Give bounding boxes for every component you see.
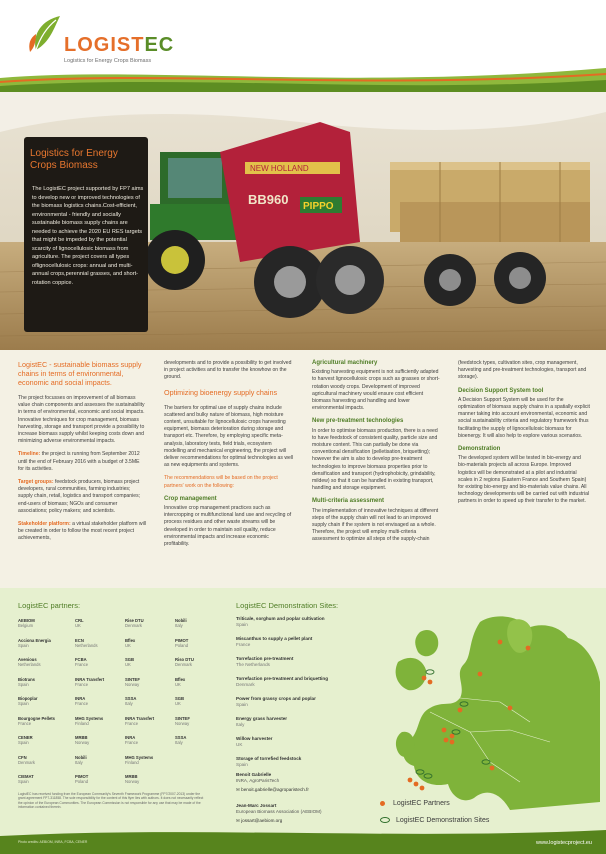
column-4-intro: (feedstock types, cultivation sites, crop management, harvesting and pre-treatment technologies, transport and storage). <box>458 360 587 381</box>
partner-country: UK <box>175 701 181 707</box>
column-3 <box>312 360 442 550</box>
column-2 <box>164 360 294 554</box>
dss-heading: Decision Support System tool <box>458 387 544 394</box>
partner-country: France <box>75 662 89 668</box>
partner-name: ECN <box>75 637 84 643</box>
demo-site-name: Miscanthus to supply a pellet plant <box>236 635 313 641</box>
baler-model: BB960 <box>248 192 289 207</box>
partner-item <box>75 657 125 668</box>
partner-name: MRBB <box>125 774 138 779</box>
contact-2-org: European Biomass Association (AEBIOM) <box>236 808 322 814</box>
partner-country: Netherlands <box>75 642 98 648</box>
partner-name: CENER <box>18 735 33 740</box>
demo-site-item <box>236 756 366 768</box>
legend-partners: LogistEC Partners <box>380 800 450 807</box>
partner-name: Bflex <box>125 637 136 643</box>
partner-item <box>125 638 175 649</box>
partner-item <box>75 677 125 688</box>
partners-title: LogistEC partners: <box>18 601 81 610</box>
partner-name: SGB <box>125 657 135 662</box>
partner-name: Biotrans <box>18 676 35 682</box>
target-groups-label: Target groups: <box>18 479 54 486</box>
agricultural-machinery-text: Existing harvesting equipment is not sufficiently adapted to harvest lignocellulosic crops such as grasses or short-rotation woody crops. Development of improved agricultural machinery would ensure cost efficient biomass harvesting and handling and lower environmental impacts. <box>312 369 440 412</box>
partner-country: Italy <box>175 740 183 746</box>
logo-wordmark: LOGISTEC <box>64 34 175 56</box>
partner-country: Norway <box>125 779 140 785</box>
demo-site-country: Spain <box>236 701 248 707</box>
partner-country: Denmark <box>175 662 192 668</box>
partner-country: France <box>18 720 32 726</box>
partner-country: Poland <box>175 642 189 648</box>
column-1 <box>18 360 146 549</box>
demo-site-item <box>236 736 366 748</box>
partner-name: MHG Systems <box>75 715 104 721</box>
partner-name: Rise DTU <box>125 618 144 623</box>
partner-item <box>125 618 175 629</box>
partner-name: INRA <box>125 735 136 740</box>
demo-site-country: Italy <box>236 721 245 727</box>
partner-name: PIMOT <box>175 637 189 643</box>
partner-dot-icon <box>380 801 385 806</box>
partner-country: France <box>125 720 139 726</box>
demo-site-country: The Netherlands <box>236 661 270 667</box>
contact-2 <box>236 803 322 823</box>
demo-site-country: Denmark <box>236 681 255 687</box>
partner-item <box>18 657 68 668</box>
partner-item <box>18 735 68 746</box>
partner-item <box>75 618 125 629</box>
partner-country: Netherlands <box>18 662 41 668</box>
partner-country: UK <box>75 623 81 629</box>
partner-country: Finland <box>125 759 139 765</box>
partner-country: Spain <box>18 779 29 785</box>
crop-management-text: Innovative crop management practices such as intercropping or multifunctional land use and recycling of process residues and other waste streams will be developed in order to maintain soil quality, reduce environmental impacts and increase economic profitability. <box>164 505 292 548</box>
contact-1-org: INRA, AgroParisTech <box>236 777 280 783</box>
partner-item <box>175 696 225 707</box>
multi-criteria-text: The implementation of innovative techniques at different steps of the supply chain will not lead to an improved supply chain if the system is not envisaged as a whole. Therefore, the project will employ multi-criteria assessment to optimize all steps of the supply-chain <box>312 507 439 543</box>
partner-country: France <box>75 701 89 707</box>
header-wave <box>0 60 606 94</box>
demo-site-item <box>236 716 366 728</box>
dss-text: A Decision Support System will be used for the optimization of biomass supply chains in a spatially explicit manner taking into account environmental, economic and social sustainability criteria and regulatory framework thus facilitating the supply of lignocellulosic biomass for bioenergy. It will also help to explore various scenarios. <box>458 396 590 439</box>
partner-name: PIMOT <box>75 774 89 779</box>
contact-1 <box>236 772 309 792</box>
partner-item <box>175 618 225 629</box>
partner-item <box>18 638 68 649</box>
timeline-text: the project is running from September 2012 until the end of February 2016 with a budget of 3.5ME for its activities. <box>18 451 140 472</box>
partner-country: France <box>75 681 89 687</box>
column-2-body: The barriers for optimal use of supply chains include scattered and bulky nature of biomass, high moisture content, unsuitable for lignocellulosic crops harvesting equipment, biomass deterioration during storage and transport etc. Therefore, by employing specific meta-analysis, laboratory tests, field trials, ecosystem modelling and mechanical engineering, the project will deliver recommendations for optimal technologies as well as new equipments and systems. <box>164 404 294 469</box>
partner-country: UK <box>125 662 131 668</box>
partner-name: SINTEF <box>175 715 190 721</box>
logo-tagline: Logistics for Energy Crops Biomass <box>64 58 152 64</box>
partner-country: Finland <box>75 720 89 726</box>
demo-site-item <box>236 636 366 648</box>
partner-name: SSSA <box>125 696 137 701</box>
platform-text: a virtual stakeholder platform will be created in order to follow the most recent project achievements, <box>18 521 146 542</box>
partner-country: Norway <box>175 720 190 726</box>
contact-2-name: Jean-Marc Jossart <box>236 803 277 808</box>
partner-name: Biopoplar <box>18 696 38 701</box>
europe-map <box>360 612 606 812</box>
site-eye-icon <box>380 817 390 823</box>
crop-management-heading: Crop management <box>164 495 217 502</box>
partner-item <box>75 774 125 785</box>
partner-country: Spain <box>18 681 29 687</box>
demo-site-name: Torrefaction pre-treatment <box>236 655 294 661</box>
partner-country: UK <box>175 681 181 687</box>
partner-item <box>175 638 225 649</box>
demo-site-item <box>236 656 366 668</box>
platform-label: Stakeholder platform: <box>18 521 71 528</box>
column-4 <box>458 360 590 512</box>
partner-country: Italy <box>175 623 183 629</box>
demo-site-country: Spain <box>236 761 248 767</box>
contact-1-name: Benoit Gabrielle <box>236 772 272 777</box>
partner-item <box>125 755 175 766</box>
partner-country: Belgium <box>18 623 34 629</box>
recommendations-note: The recommendations will be based on the project partners' work on the following: <box>164 475 278 489</box>
partner-name: MHG Systems <box>125 754 154 760</box>
baler-brand: NEW HOLLAND <box>250 164 309 173</box>
demo-site-name: Willow harvester <box>236 735 273 741</box>
partner-name: Nobili <box>175 618 187 623</box>
demonstration-text: The developed system will be tested in bio-energy and bio-materials projects all across Europe. Improved logistics will be demonstrated at a pilot and industrial scales in 2 regions (Eastern France and Southern Spain) for existing bio-energy and bio-materials value chains. All technology developments will be carried out with industrial partners in order to speed up their transfer to the market. <box>458 455 590 505</box>
demo-site-name: Power from grassy crops and poplar <box>236 695 316 701</box>
demo-site-name: Triticale, sorghum and poplar cultivation <box>236 616 325 621</box>
legend-sites: LogistEC Demonstration Sites <box>380 817 489 824</box>
partner-name: Riso DTU <box>175 657 194 662</box>
multi-criteria-heading: Multi-criteria assessment <box>312 498 385 505</box>
partner-item <box>18 755 68 766</box>
partner-item <box>18 618 68 629</box>
funding-disclaimer: LogistEC has received funding from the European Community's Seventh Framework Programme (FP7/2007-2013) under the grant agreement FP7-311858. The sole responsibility for the content of this flyer lies with authors. It does not necessarily reflect the opinion of the European Communities. The European Commission is not responsible for any use that may be made of the information contained therein. <box>18 792 204 809</box>
agricultural-machinery-heading: Agricultural machinery <box>312 360 378 366</box>
partner-name: SSSA <box>175 735 187 740</box>
partner-country: Spain <box>18 701 29 707</box>
platform-paragraph <box>18 521 146 543</box>
partner-name: SGB <box>175 696 185 701</box>
partner-name: Bourgogne Pellets <box>18 715 55 721</box>
partner-item <box>125 735 175 746</box>
demonstration-heading: Demonstration <box>458 446 501 453</box>
demo-site-item <box>236 616 366 628</box>
partner-country: Norway <box>75 740 90 746</box>
demo-sites-title: LogistEC Demonstration Sites: <box>236 601 339 610</box>
partner-name: CFN <box>18 754 27 760</box>
partner-country: Italy <box>75 759 83 765</box>
column-1-heading: LogistEC - sustainable biomass supply chains in terms of environmental, economic and social impacts. <box>18 360 142 387</box>
logo-leaf-icon <box>28 14 62 54</box>
demo-site-country: France <box>236 641 251 647</box>
demo-site-country: UK <box>236 741 243 747</box>
partner-item <box>75 696 125 707</box>
partner-item <box>75 716 125 727</box>
partner-name: INRA <box>75 696 86 701</box>
partner-item <box>75 638 125 649</box>
partner-name: MRBB <box>75 735 88 740</box>
partner-item <box>75 735 125 746</box>
partner-country: Spain <box>18 642 29 648</box>
partner-country: Italy <box>125 701 133 707</box>
target-groups-paragraph <box>18 479 146 515</box>
timeline-paragraph <box>18 451 146 473</box>
partner-item <box>125 696 175 707</box>
partner-item <box>18 774 68 785</box>
partner-country: Poland <box>75 779 89 785</box>
intro-title: Logistics for Energy Crops Biomass <box>30 148 118 171</box>
demo-site-country: Spain <box>236 621 248 627</box>
partner-country: Norway <box>125 681 140 687</box>
partner-item <box>125 716 175 727</box>
footer <box>0 836 606 854</box>
partner-name: SINTEF <box>125 676 140 682</box>
intro-text: The LogistEC project supported by FP7 aims to develop new or improved technologies of the biomass logistics chains.Cost-efficient, environmental - friendly and socially sustainable biomass supply chains are needed to achieve the 2020 EU RES targets that might be impeded by the potential scarcity of lignocellulosic biomass from agriculture. The project covers all types oflignocellulosic crops: annual and multi-annual crops,perennial grasses, and short-rotation coppice. <box>32 186 144 286</box>
demo-site-item <box>236 676 366 688</box>
column-2-intro: developments and to provide a possibility to get involved in project activities and to transfer the knowhow on the ground. <box>164 360 292 381</box>
pretreatment-heading: New pre-treatment technologies <box>312 418 404 425</box>
demo-site-item <box>236 696 366 708</box>
partner-name: CIEMAT <box>18 774 34 779</box>
partner-name: CRL <box>75 618 84 623</box>
timeline-label: Timeline: <box>18 451 41 458</box>
target-groups-text: feedstock producers, biomass project developers, rural communities, farming industries; supply chain, retail, logistics and transport companies; end-users of biomass; NGOs and consumer associations; policy makers; and scientists. <box>18 479 141 514</box>
partner-item <box>18 696 68 707</box>
pretreatment-text: In order to optimise biomass production, there is a need to have feedstock of consistent quality, particle size and moisture content. This can partially be done via conventional densification (pelletisation, briquetting); however the aim is also to develop pre-treatment technologies to improve biomass properties prior to densification and transport (hydrophobicity, grindability, mildew) so that it can be handled in existing transport, handling and storage equipment. <box>312 427 438 492</box>
partner-name: Nobili <box>75 754 87 760</box>
partner-name: FCBA <box>75 657 87 662</box>
partner-country: Denmark <box>125 623 142 629</box>
partner-item <box>175 657 225 668</box>
partner-country: UK <box>125 642 131 648</box>
column-1-intro: The project focusses on improvement of all biomass value chain components and assesses the sustainability in terms of environmental, economic and social impacts. Innovative techniques for crop management, biomass harvesting, storage and transport provide a possibility to increase biomass supply whilst keeping costs down and minimizing adverse environmental impacts. <box>18 395 145 445</box>
partner-item <box>175 716 225 727</box>
demo-site-name: Energy grass harvester <box>236 715 288 721</box>
baler-sign: PIPPO <box>303 201 334 212</box>
partner-country: Spain <box>18 740 29 746</box>
footer-website-link[interactable]: www.logistecproject.eu <box>536 840 592 846</box>
partner-name: AEBIOM <box>18 618 35 623</box>
partner-name: Bflex <box>175 676 186 682</box>
partner-item <box>18 716 68 727</box>
partner-country: Denmark <box>18 759 35 765</box>
demo-site-name: Torrefaction pre-treatment and briquetting <box>236 675 329 681</box>
partner-name: INRA Transfert <box>125 715 155 721</box>
partner-country: France <box>125 740 139 746</box>
partner-name: Avenious <box>18 657 37 662</box>
partner-item <box>125 657 175 668</box>
partner-item <box>125 774 175 785</box>
demo-sites-list <box>236 616 366 776</box>
footer-credits: Photo credits: AEBIOM, INRA, FCBA, CENER <box>18 840 88 844</box>
partner-item <box>125 677 175 688</box>
partner-name: Acciona Energia <box>18 637 51 643</box>
contact-1-email[interactable]: ✉ benoit.gabrielle@agroparistech.fr <box>236 786 309 792</box>
partner-item <box>175 735 225 746</box>
partner-name: INRA Transfert <box>75 676 105 682</box>
column-2-heading: Optimizing bioenergy supply chains <box>164 387 278 397</box>
demo-site-name: Storage of torrefied feedstock <box>236 755 302 761</box>
partner-item <box>75 755 125 766</box>
partner-item <box>18 677 68 688</box>
contact-2-email[interactable]: ✉ jossart@aebiom.org <box>236 817 283 823</box>
partner-item <box>175 677 225 688</box>
